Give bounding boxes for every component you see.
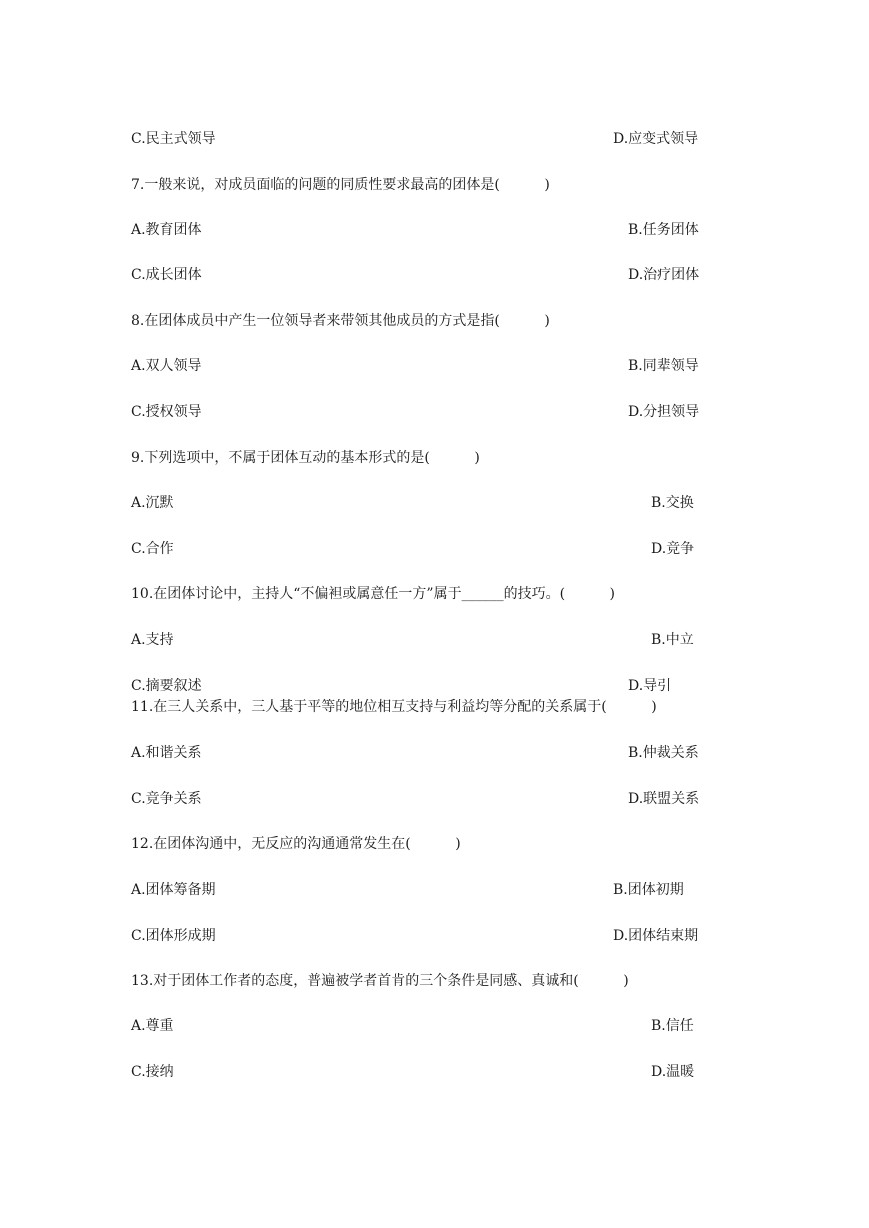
q11-stem: 11.在三人关系中，三人基于平等的地位相互支持与利益均等分配的关系属于( ) <box>131 699 657 715</box>
q10-option-d: D.导引 <box>628 678 672 694</box>
q12-option-a: A.团体筹备期 <box>131 882 216 898</box>
q11-option-a: A.和谐关系 <box>131 745 202 761</box>
q13-option-c: C.接纳 <box>131 1064 174 1080</box>
q13-option-a: A.尊重 <box>131 1018 174 1034</box>
q11-option-b: B.仲裁关系 <box>628 745 699 761</box>
q11-option-c: C.竞争关系 <box>131 791 202 807</box>
q10-option-b: B.中立 <box>651 632 694 648</box>
q7-option-d: D.治疗团体 <box>628 267 700 283</box>
q6-option-c: C.民主式领导 <box>131 131 216 147</box>
q13-stem: 13.对于团体工作者的态度，普遍被学者首肯的三个条件是同感、真诚和( ) <box>131 973 629 989</box>
q13-option-b: B.信任 <box>651 1018 694 1034</box>
q8-option-d: D.分担领导 <box>628 404 700 420</box>
q7-option-c: C.成长团体 <box>131 267 202 283</box>
q9-option-c: C.合作 <box>131 541 174 557</box>
q12-stem: 12.在团体沟通中，无反应的沟通通常发生在( ) <box>131 836 461 852</box>
q9-stem: 9.下列选项中，不属于团体互动的基本形式的是( ) <box>131 450 480 466</box>
q10-stem: 10.在团体讨论中，主持人“不偏袒或属意任一方”属于______的技巧。( ) <box>131 586 616 602</box>
q8-option-b: B.同辈领导 <box>628 358 699 374</box>
q11-option-d: D.联盟关系 <box>628 791 700 807</box>
q8-stem: 8.在团体成员中产生一位领导者来带领其他成员的方式是指( ) <box>131 313 550 329</box>
q8-option-a: A.双人领导 <box>131 358 202 374</box>
q8-option-c: C.授权领导 <box>131 404 202 420</box>
q12-option-c: C.团体形成期 <box>131 928 216 944</box>
q13-option-d: D.温暖 <box>651 1064 695 1080</box>
q10-option-a: A.支持 <box>131 632 174 648</box>
q7-option-b: B.任务团体 <box>628 222 699 238</box>
q6-option-d: D.应变式领导 <box>613 131 699 147</box>
q12-option-d: D.团体结束期 <box>613 928 699 944</box>
q9-option-b: B.交换 <box>651 495 694 511</box>
q7-option-a: A.教育团体 <box>131 222 202 238</box>
q7-stem: 7.一般来说，对成员面临的问题的同质性要求最高的团体是( ) <box>131 177 550 193</box>
q9-option-d: D.竞争 <box>651 541 695 557</box>
q9-option-a: A.沉默 <box>131 495 174 511</box>
q10-option-c: C.摘要叙述 <box>131 678 202 694</box>
q12-option-b: B.团体初期 <box>613 882 684 898</box>
